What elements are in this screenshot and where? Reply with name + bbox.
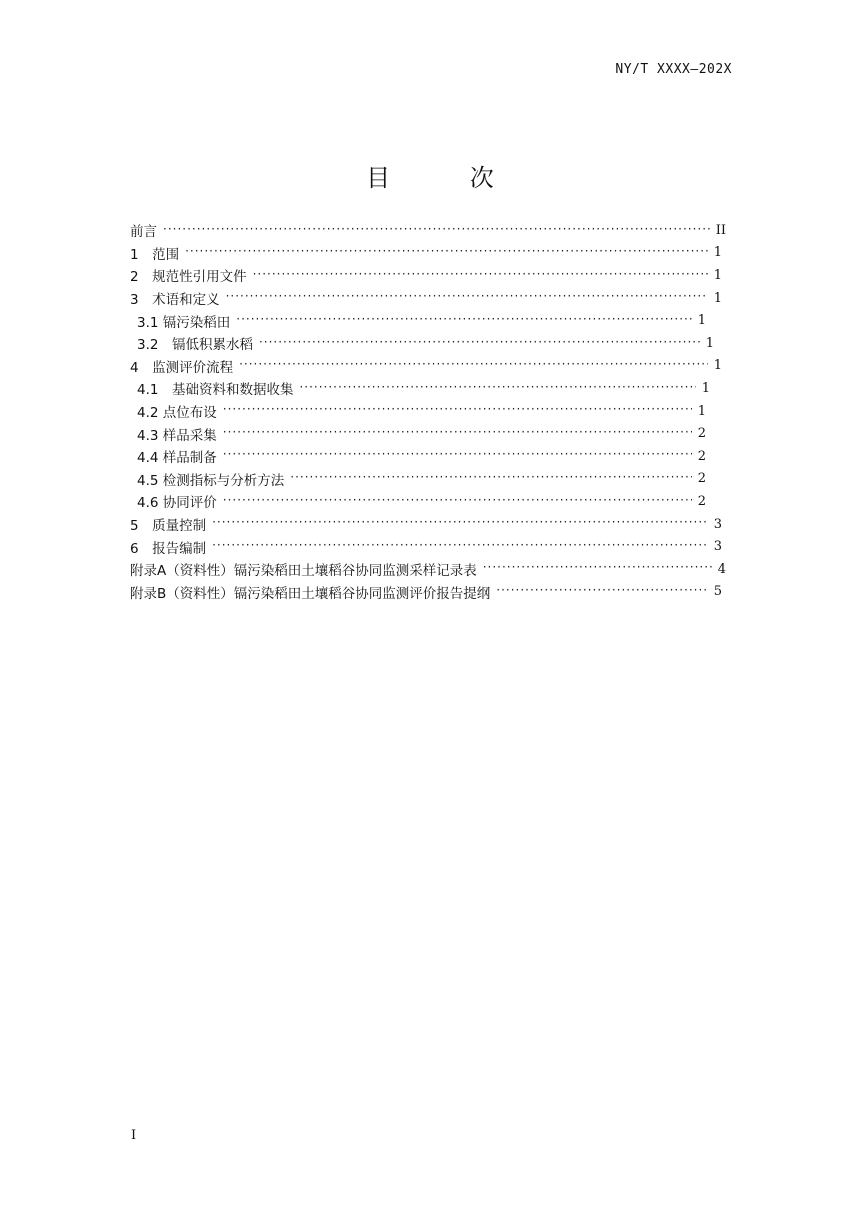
toc-entry[interactable] [130,535,730,558]
toc-entry[interactable] [130,332,730,355]
toc-entry-page: 3 [713,516,722,532]
toc-leader-dots [239,357,708,371]
toc-entry-page: 2 [697,471,706,487]
toc-leader-dots [299,380,695,394]
toc-entry-page: 4 [717,561,726,577]
toc-entry-label: 3 术语和定义 [130,292,220,309]
toc-leader-dots [185,244,708,258]
toc-entry-label: 4.5 检测指标与分析方法 [137,472,285,489]
toc-entry-page: 1 [697,403,706,419]
toc-entry-page: 2 [697,448,706,464]
toc-entry-page: 1 [713,267,722,283]
toc-entry-label: 4 监测评价流程 [130,359,234,376]
toc-entry-label: 4.6 协同评价 [137,495,217,512]
toc-entry-label: 前言 [130,224,157,241]
toc-entry[interactable] [130,490,730,513]
toc-entry-page: II [715,222,726,238]
toc-entry-page: 1 [713,358,722,374]
toc-entry-page: 1 [697,313,706,329]
toc-leader-dots [212,515,708,529]
page-title: 目 次 [366,164,530,192]
toc-entry-page: 5 [713,584,722,600]
toc-entry[interactable] [130,422,730,445]
toc-entry-page: 1 [705,335,714,351]
toc-entry[interactable] [130,400,730,423]
toc-entry-page: 2 [697,493,706,509]
toc-leader-dots [223,425,692,439]
toc-entry[interactable] [130,445,730,468]
toc-leader-dots [290,470,691,484]
toc-entry-label: 附录A（资料性）镉污染稻田土壤稻谷协同监测采样记录表 [130,563,477,580]
toc-leader-dots [212,538,708,552]
toc-leader-dots [259,335,700,349]
toc-entry[interactable] [130,581,730,604]
toc-leader-dots [223,402,692,416]
toc-entry[interactable] [130,558,730,581]
header-standard-code: NY/T XXXX—202X [615,62,732,77]
toc-leader-dots [223,493,692,507]
toc-leader-dots [483,560,712,574]
toc-entry-page: 1 [713,290,722,306]
toc-entry[interactable] [130,513,730,536]
toc-entry[interactable] [130,377,730,400]
toc-entry-label: 4.4 样品制备 [137,450,217,467]
toc-entry-page: 1 [713,245,722,261]
toc-entry-label: 3.2 镉低积累水稻 [137,337,253,354]
toc-entry-label: 6 报告编制 [130,540,207,557]
toc-leader-dots [223,447,692,461]
toc-entry-label: 4.2 点位布设 [137,405,217,422]
toc-entry[interactable] [130,287,730,310]
toc-leader-dots [226,289,708,303]
toc-entry-label: 1 范围 [130,246,180,263]
toc-entry-label: 3.1 镉污染稻田 [137,314,231,331]
toc-entry-page: 2 [697,426,706,442]
toc-leader-dots [163,222,710,236]
toc-entry-label: 4.1 基础资料和数据收集 [137,382,294,399]
toc-entry-label: 5 质量控制 [130,518,207,535]
toc-entry[interactable] [130,242,730,265]
toc-entry[interactable] [130,355,730,378]
toc-entry[interactable] [130,309,730,332]
toc-entry[interactable] [130,219,730,242]
toc-entry-page: 1 [701,380,710,396]
toc-entry[interactable] [130,468,730,491]
toc-leader-dots [496,583,707,597]
toc-leader-dots [253,267,708,281]
toc-leader-dots [236,312,691,326]
toc-entry-label: 2 规范性引用文件 [130,269,247,286]
footer-page-number: I [131,1128,137,1143]
toc-entry-label: 附录B（资料性）镉污染稻田土壤稻谷协同监测评价报告提纲 [130,585,491,602]
toc-entry-label: 4.3 样品采集 [137,427,217,444]
toc-entry-page: 3 [713,539,722,555]
table-of-contents [130,219,730,603]
toc-entry[interactable] [130,264,730,287]
